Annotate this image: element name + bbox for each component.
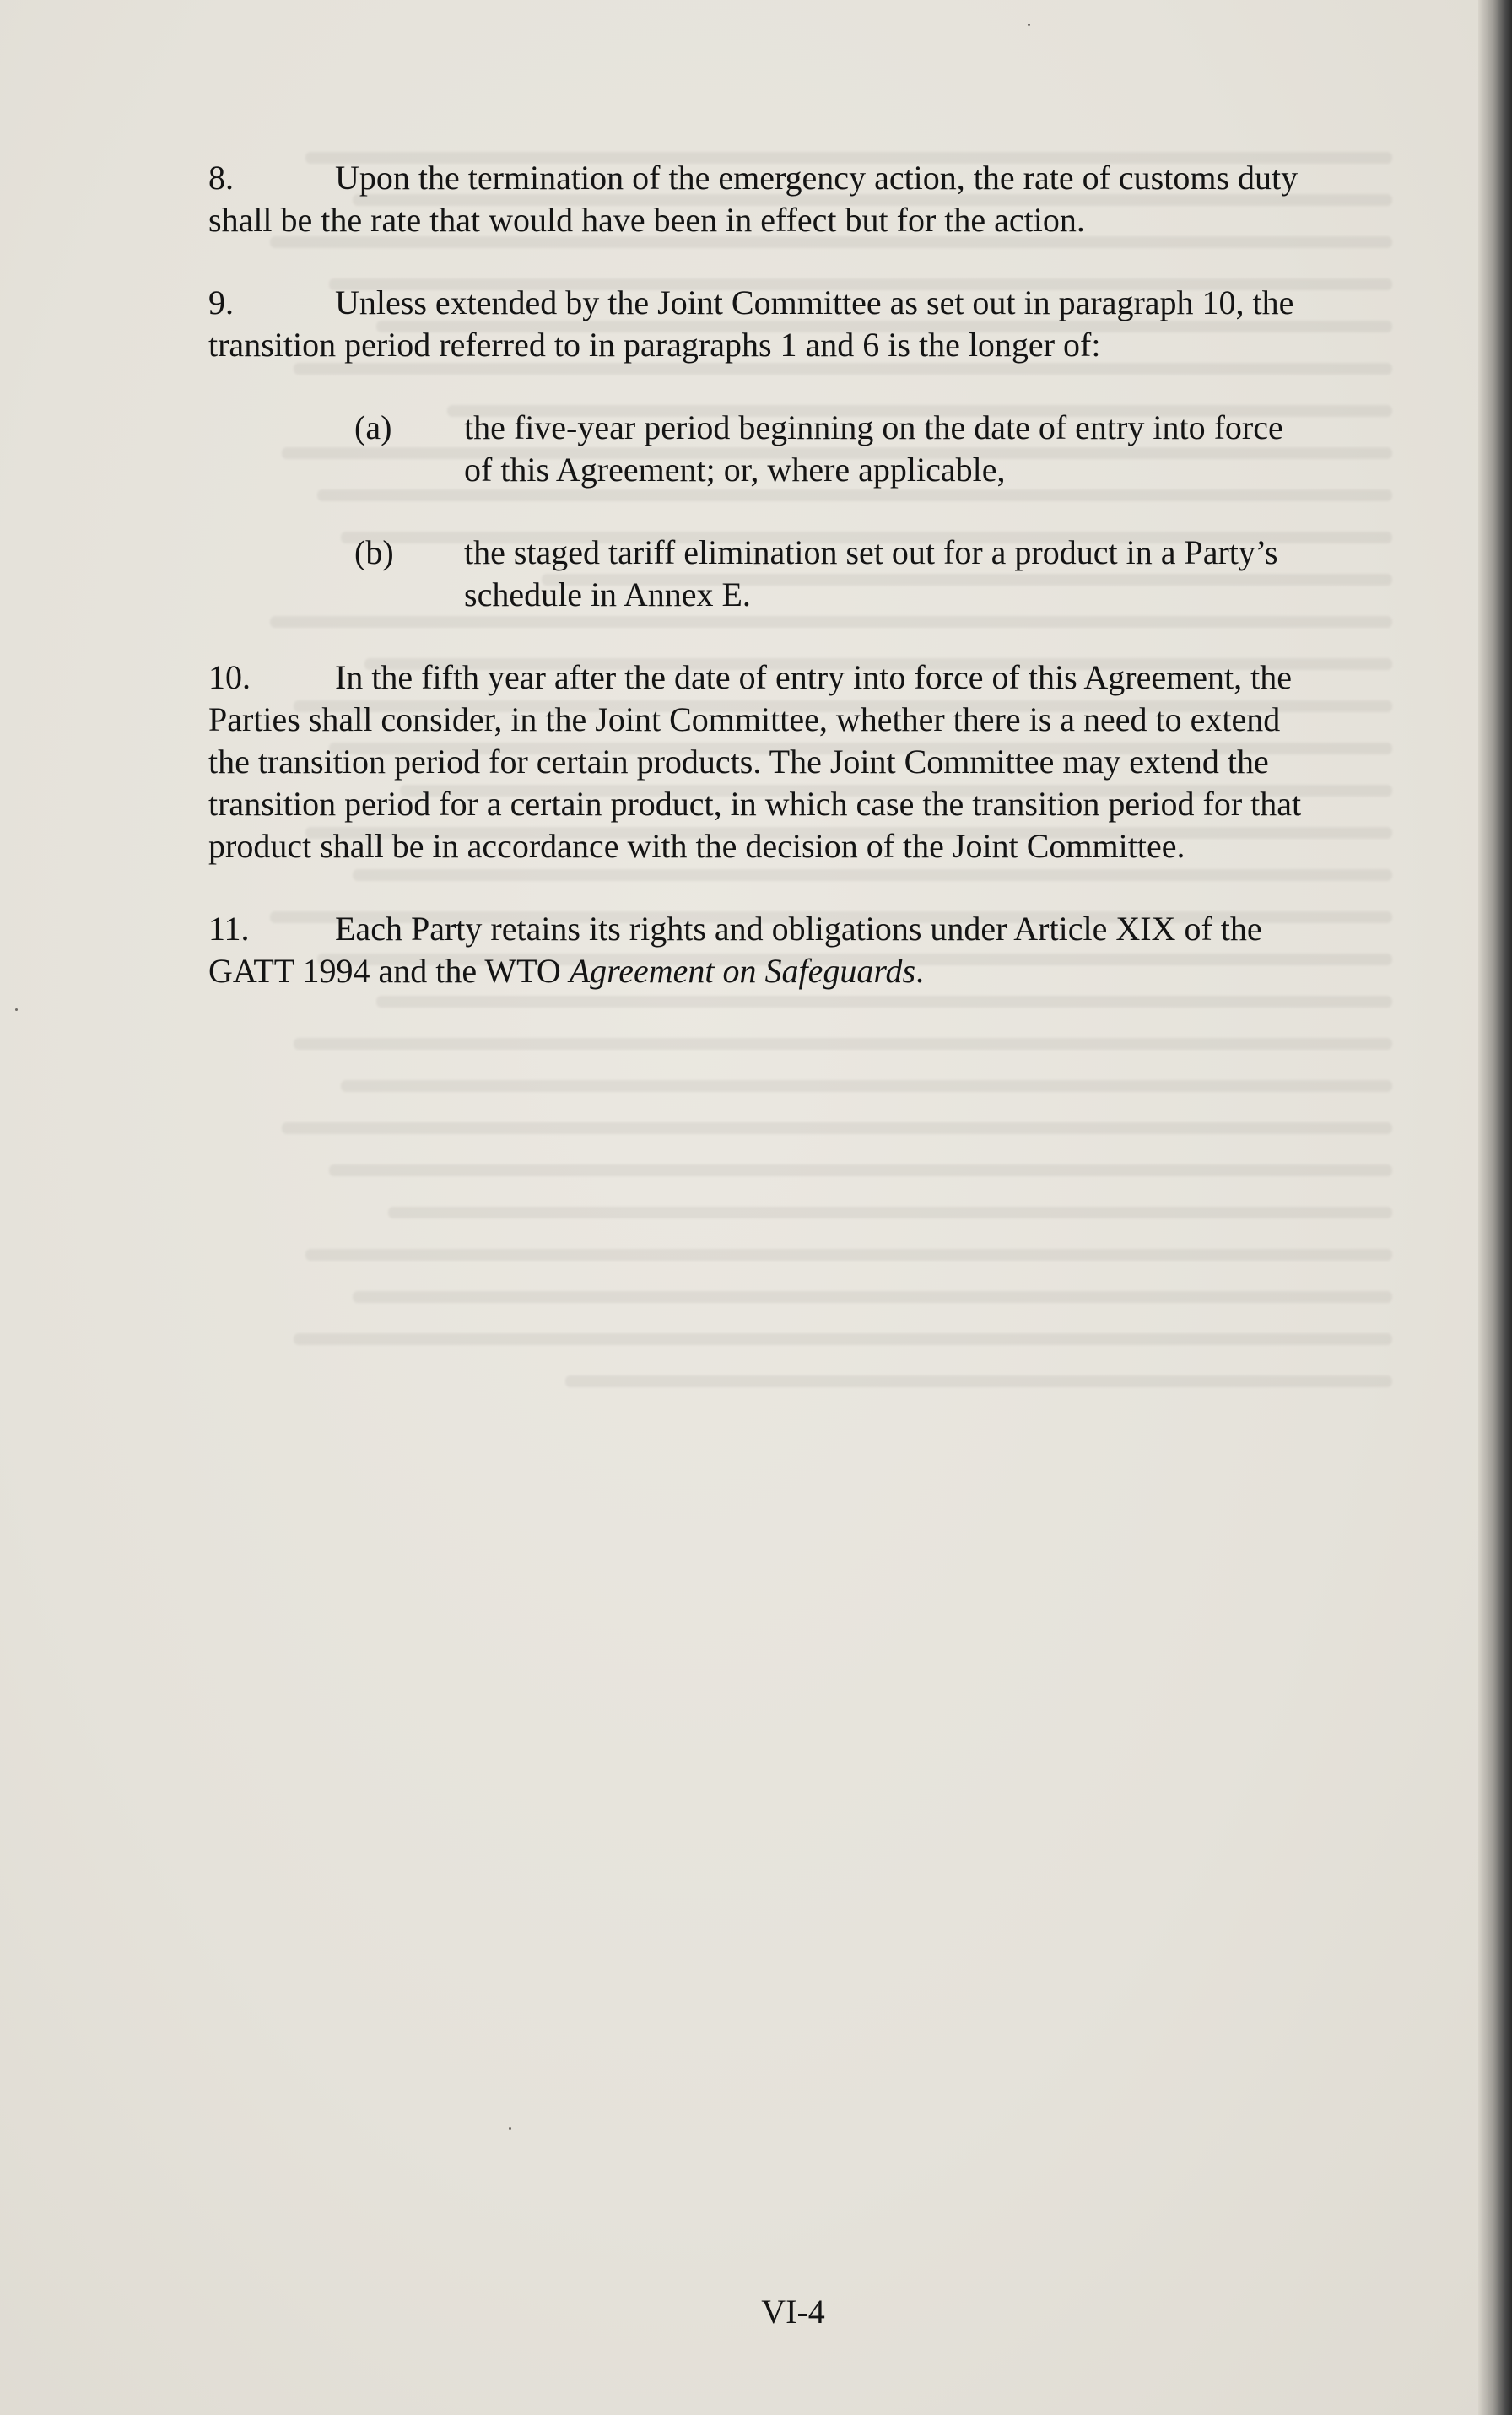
page-number: VI-4 — [761, 2293, 825, 2331]
paragraph-8 — [208, 157, 1364, 241]
paragraph-number: 11. — [208, 910, 250, 948]
paragraph-text-line: Each Party retains its rights and obligations under Article XIX of the — [335, 910, 1262, 948]
subparagraph-text-line: of this Agreement; or, where applicable, — [464, 451, 1006, 489]
paragraph-text-line: transition period for a certain product, in which case the transition period for that — [208, 785, 1302, 823]
paragraph-text-line: In the fifth year after the date of entry into force of this Agreement, the — [335, 658, 1292, 696]
paper-speck — [509, 2127, 511, 2130]
paragraph-text-line: Upon the termination of the emergency action, the rate of customs duty — [335, 159, 1299, 197]
paragraph-text-line: shall be the rate that would have been in effect but for the action. — [208, 201, 1085, 239]
paragraph-text-end: . — [915, 952, 925, 990]
page-binding-edge — [1478, 0, 1512, 2415]
paragraph-text-line: transition period referred to in paragraphs 1 and 6 is the longer of: — [208, 326, 1101, 364]
paragraph-10 — [208, 656, 1364, 867]
paper-speck — [15, 1008, 18, 1011]
paragraph-number: 9. — [208, 284, 234, 321]
paragraph-number: 8. — [208, 159, 234, 197]
subparagraph-b — [208, 532, 1364, 616]
paper-speck — [1028, 24, 1030, 26]
paragraph-text-line: product shall be in accordance with the decision of the Joint Committee. — [208, 827, 1185, 865]
paragraph-number: 10. — [208, 658, 251, 696]
subparagraph-label: (a) — [354, 408, 392, 446]
paragraph-11 — [208, 908, 1364, 992]
agreement-title-italic: Agreement on Safeguards — [569, 952, 916, 990]
subparagraph-label: (b) — [354, 533, 394, 571]
subparagraph-text-line: schedule in Annex E. — [464, 575, 751, 613]
paragraph-9 — [208, 282, 1364, 366]
subparagraph-a — [208, 407, 1364, 491]
document-body — [208, 157, 1364, 1033]
paragraph-text-plain: GATT 1994 and the WTO — [208, 952, 570, 990]
subparagraph-text-line: the staged tariff elimination set out for a product in a Party’s — [464, 533, 1278, 571]
paragraph-text-line: Parties shall consider, in the Joint Committee, whether there is a need to extend — [208, 700, 1281, 738]
paragraph-text-line: Unless extended by the Joint Committee as set out in paragraph 10, the — [335, 284, 1294, 321]
paragraph-text-line: the transition period for certain products. The Joint Committee may extend the — [208, 743, 1269, 781]
subparagraph-text-line: the five-year period beginning on the date of entry into force — [464, 408, 1283, 446]
